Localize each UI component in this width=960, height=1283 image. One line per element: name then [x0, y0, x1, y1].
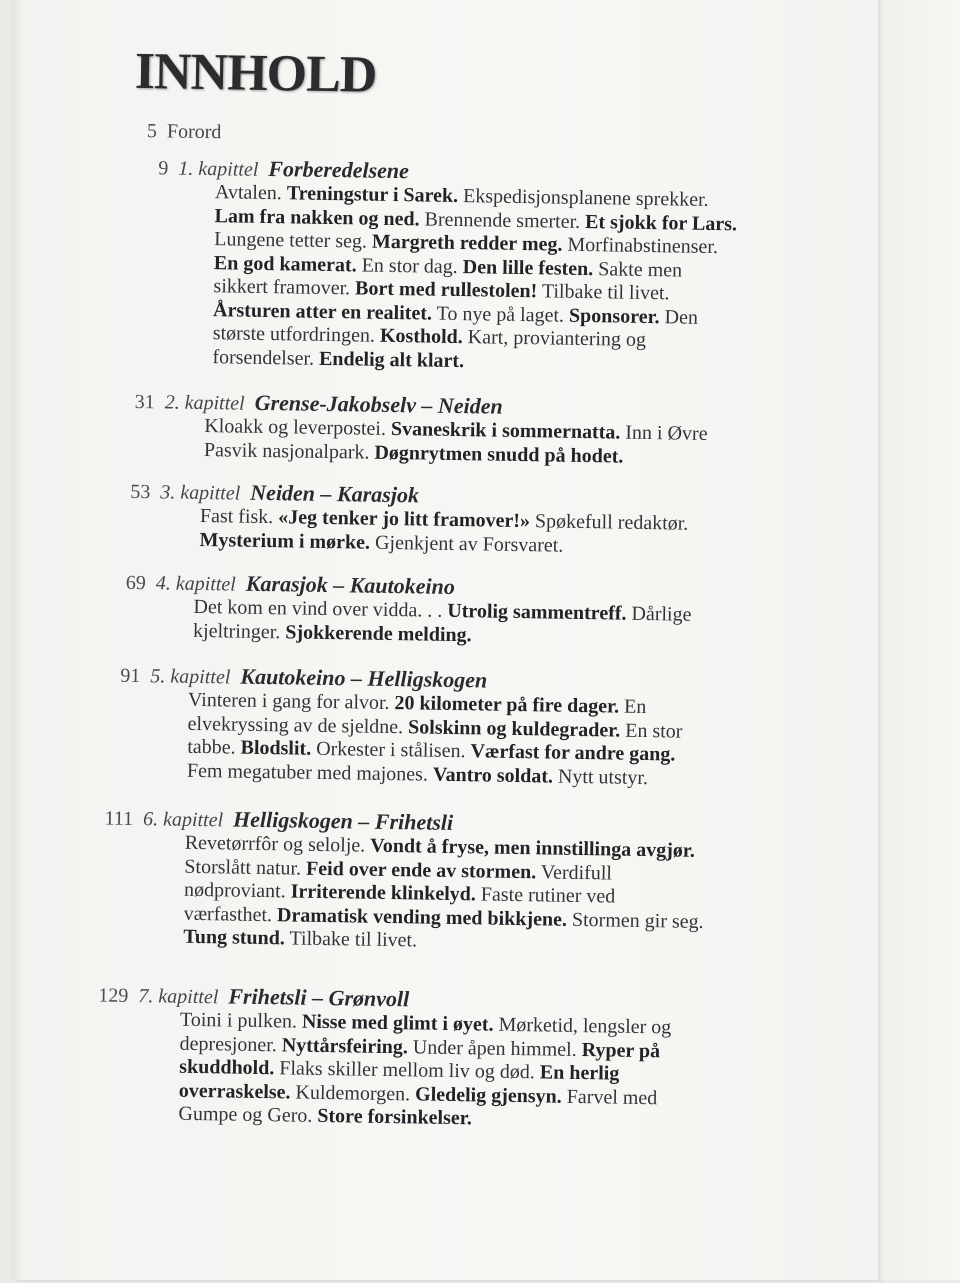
summary-text: Stormen gir seg. [566, 908, 704, 933]
summary-highlight: Årsturen atter en realitet. [212, 298, 433, 325]
toc-entry-chapter-6 [91, 804, 705, 957]
summary-highlight: Treningstur i Sarek. [286, 182, 459, 207]
summary-text: To nye på laget. [431, 302, 570, 327]
summary-text: Kart, proviantering og [462, 326, 647, 351]
page-number: 9 [158, 157, 169, 180]
summary-highlight: En herlig [539, 1061, 620, 1085]
summary-text: Gumpe og Gero. [178, 1102, 318, 1127]
chapter-title: Frihetsli – Grønvoll [228, 983, 410, 1012]
summary-highlight: Dramatisk vending med bikkjene. [276, 903, 568, 931]
summary-highlight: Nisse med glimt i øyet. [301, 1010, 494, 1036]
summary-highlight: Vondt å fryse, men innstillinga avgjør. [370, 834, 696, 862]
chapter-label: 1. kapittel [178, 157, 259, 181]
chapter-title: Helligskogen – Frihetsli [232, 806, 454, 835]
summary-text: sikkert framover. [213, 275, 356, 300]
summary-text: Fem megatuber med majones. [186, 759, 434, 786]
toc-entry-chapter-1 [125, 154, 738, 378]
toc-entry-chapter-7 [86, 981, 672, 1134]
page-number: 91 [120, 664, 141, 688]
chapter-summary [212, 181, 737, 377]
summary-highlight: Et sjokk for Lars. [584, 210, 738, 235]
page-number: 69 [125, 571, 147, 595]
page-number: 129 [98, 984, 129, 1007]
chapter-title: Kautokeino – Helligskogen [240, 663, 488, 693]
summary-text: Revetørrfôr og selolje. [184, 831, 371, 857]
chapter-title: Forberedelsene [268, 156, 410, 184]
summary-highlight: Nyttårsfeiring. [281, 1033, 409, 1058]
summary-highlight: Feid over ende av stormen. [305, 857, 537, 883]
summary-text: Kloakk og leverpostei. [204, 415, 392, 440]
summary-highlight: Mysterium i mørke. [199, 528, 371, 554]
summary-text: værfasthet. [183, 902, 278, 926]
chapter-summary [199, 505, 688, 560]
toc-entry-forord [117, 120, 222, 145]
chapter-title: Karasjok – Kautokeino [245, 570, 456, 599]
summary-highlight: Tung stund. [183, 925, 286, 950]
summary-highlight: Store forsinkelser. [317, 1104, 472, 1130]
summary-text: Avtalen. [214, 181, 287, 205]
summary-highlight: En god kamerat. [213, 251, 357, 276]
chapter-summary [178, 1009, 671, 1134]
summary-highlight: Sjokkerende melding. [285, 620, 472, 646]
summary-text: Dårlige [626, 602, 692, 626]
summary-highlight: Vantro soldat. [432, 763, 554, 788]
summary-text: største utfordringen. [212, 322, 381, 347]
summary-highlight: Den lille festen. [462, 255, 594, 280]
summary-text: Ekspedisjonsplanene sprekker. [457, 185, 709, 211]
summary-highlight: Utrolig sammentreff. [447, 599, 627, 625]
next-page-edge [878, 0, 960, 1280]
chapter-label: 3. kapittel [160, 481, 241, 505]
summary-text: Morfinabstinenser. [562, 233, 719, 259]
summary-text: Tilbake til livet. [284, 927, 418, 952]
summary-highlight: Kosthold. [379, 324, 463, 349]
summary-text: Pasvik nasjonalpark. [203, 438, 375, 464]
summary-text: Fast fisk. [199, 504, 279, 529]
summary-highlight: Lam fra nakken og ned. [214, 204, 420, 230]
summary-highlight: Bort med rullestolen! [354, 277, 538, 303]
chapter-summary [193, 596, 692, 651]
summary-highlight: skuddhold. [179, 1055, 275, 1080]
summary-text: depresjoner. [179, 1032, 282, 1056]
summary-text: Sakte men [593, 257, 683, 282]
book-page [14, 0, 880, 1280]
toc-entry-chapter-3 [109, 478, 688, 560]
summary-highlight: overraskelse. [178, 1079, 291, 1103]
page-number: 31 [134, 390, 155, 414]
summary-highlight: Svaneskrik i sommernatta. [390, 417, 621, 444]
summary-highlight: Gledelig gjensyn. [414, 1082, 562, 1108]
summary-text: Kuldemorgen. [290, 1080, 416, 1105]
chapter-label: 6. kapittel [142, 808, 224, 832]
page-number: 53 [130, 480, 151, 504]
chapter-label: 7. kapittel [138, 985, 219, 1009]
chapter-title: Grense-Jakobselv – Neiden [254, 389, 503, 419]
summary-text: Under åpen himmel. [407, 1035, 582, 1061]
summary-highlight: Irriterende klinkelyd. [290, 880, 477, 906]
toc-entry-chapter-5 [99, 661, 684, 790]
summary-text: Brennende smerter. [419, 207, 586, 233]
summary-highlight: Døgnrytmen snudd på hodet. [374, 441, 624, 468]
summary-text: Tilbake til livet. [537, 280, 670, 305]
page-number: 111 [104, 807, 134, 830]
summary-highlight: Værfast for andre gang. [470, 740, 676, 766]
summary-highlight: Margreth redder meg. [371, 230, 563, 256]
summary-text: En stor dag. [356, 253, 463, 278]
chapter-summary [183, 832, 705, 958]
summary-text: Mørketid, lengsler og [493, 1013, 672, 1039]
summary-text: Spøkefull redaktør. [529, 510, 689, 535]
toc-entry-chapter-4 [105, 569, 692, 651]
chapter-summary [187, 689, 683, 791]
summary-text: Vinteren i gang for alvor. [187, 688, 395, 715]
summary-text: Det kom en vind over vidda. . . [193, 595, 448, 622]
summary-text: Den [659, 305, 699, 329]
summary-text: En stor [620, 719, 683, 743]
summary-highlight: 20 kilometer på fire dager. [394, 692, 620, 718]
chapter-summary [204, 415, 708, 470]
summary-text: Verdifull [536, 860, 613, 884]
summary-text: Nytt utstyr. [552, 765, 649, 789]
chapter-label: 5. kapittel [150, 665, 231, 689]
summary-text: Inn i Øvre [620, 421, 708, 445]
summary-highlight: Ryper på [581, 1038, 661, 1062]
summary-text: kjeltringer. [192, 619, 286, 643]
summary-highlight: Blodslit. [240, 736, 312, 760]
summary-text: Farvel med [561, 1085, 658, 1109]
chapter-label: 4. kapittel [155, 572, 237, 596]
summary-highlight: «Jeg tenker jo litt framover!» [278, 506, 531, 533]
chapter-title: Neiden – Karasjok [250, 479, 420, 508]
summary-text: En [618, 695, 647, 719]
summary-text: tabbe. [187, 735, 241, 759]
forord-label: Forord [166, 120, 222, 144]
summary-text: Gjenkjent av Forsvaret. [369, 531, 564, 557]
summary-text: Lungene tetter seg. [214, 228, 373, 253]
chapter-label: 2. kapittel [164, 391, 245, 415]
page-title: INNHOLD [134, 42, 377, 104]
toc-entry-chapter-2 [114, 388, 708, 470]
summary-highlight: Sponsorer. [568, 304, 660, 328]
summary-highlight: Endelig alt klart. [318, 347, 465, 372]
summary-text: forsendelser. [212, 345, 320, 370]
summary-highlight: Solskinn og kuldegrader. [407, 715, 621, 742]
summary-text: Storslått natur. [184, 855, 307, 880]
summary-text: Flaks skiller mellom liv og død. [274, 1057, 541, 1084]
summary-text: nødproviant. [183, 878, 291, 903]
summary-text: Orkester i stålisen. [310, 737, 471, 763]
summary-text: Toini i pulken. [179, 1008, 303, 1033]
page-number: 5 [146, 120, 158, 143]
summary-text: elvekryssing av de sjeldne. [187, 712, 409, 738]
summary-text: Faste rutiner ved [475, 883, 616, 908]
